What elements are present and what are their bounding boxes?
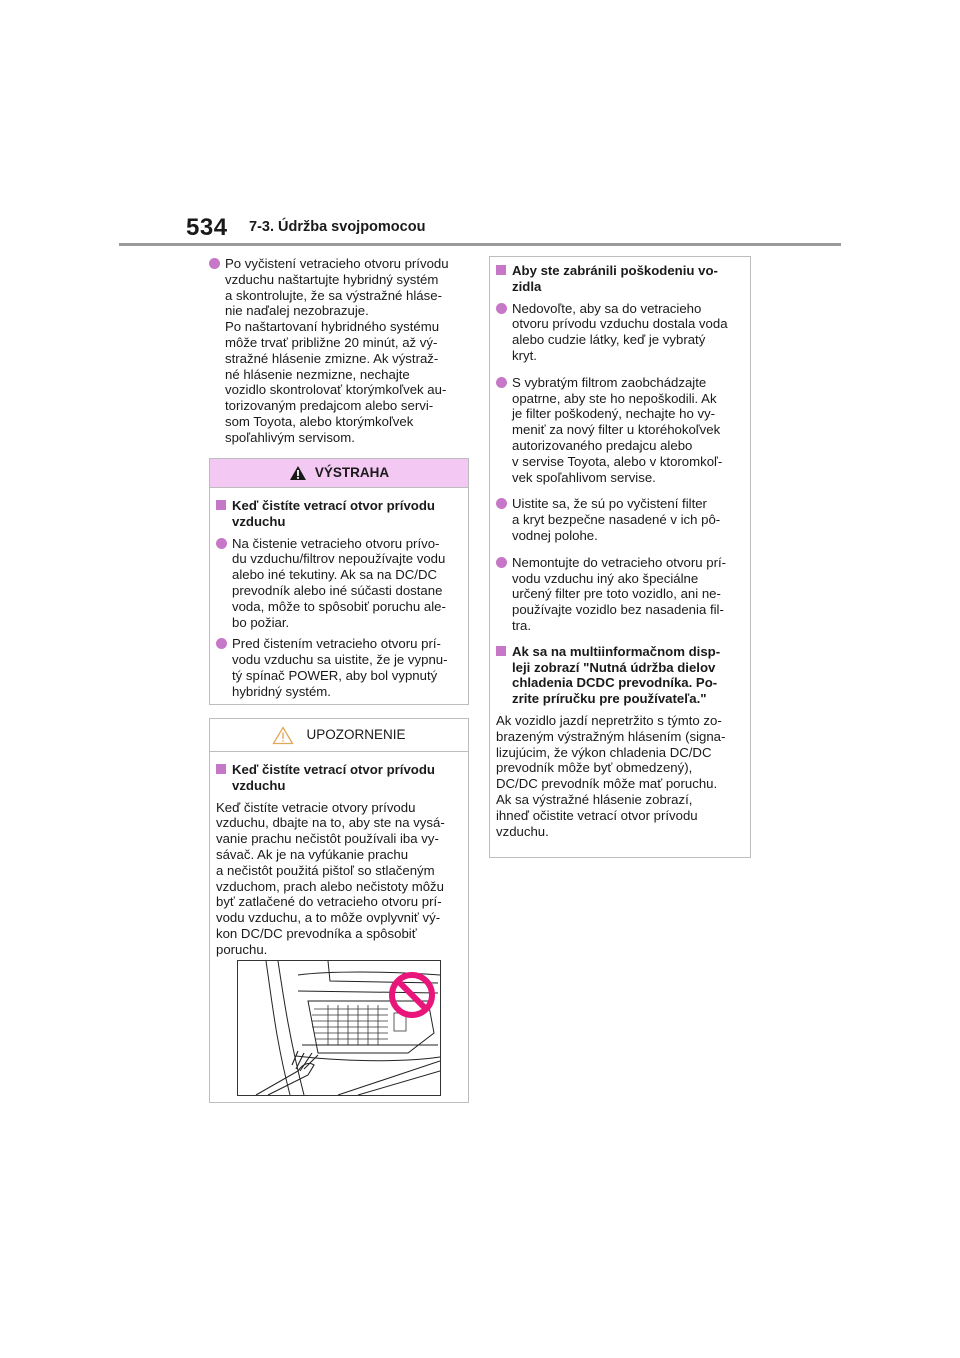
text-line: Po naštartovaní hybridného systému — [225, 319, 440, 335]
text-line: tra. — [512, 617, 532, 633]
text-line: vzduchu, dbajte na to, aby ste na vysá- — [216, 815, 445, 831]
text-line: vzduchu — [232, 513, 286, 529]
text-line: hybridný systém. — [232, 683, 331, 699]
text-line: byť zatlačené do vetracieho otvoru prí- — [216, 894, 442, 910]
warning-heading — [216, 498, 462, 530]
text-line: zrite príručku pre používateľa." — [512, 691, 707, 707]
text-line: Keď čistíte vetracie otvory prívodu — [216, 799, 416, 815]
warning-bullet-2 — [216, 636, 462, 699]
section-title: 7-3. Údržba svojpomocou — [249, 219, 426, 235]
warning-triangle-icon — [289, 465, 307, 481]
right-bullet-4 — [496, 555, 744, 634]
text-line: né hlásenie nezmizne, nechajte — [225, 366, 410, 382]
text-line: určený filter pre toto vozidlo, ani ne- — [512, 586, 721, 602]
text-line: voda, môže to spôsobiť poruchu ale- — [232, 598, 446, 614]
text-line: autorizovaného predajcu alebo — [512, 437, 693, 453]
text-line: prevodník alebo iné súčasti dostane — [232, 582, 443, 598]
text-line: a kryt bezpečne nasadené v ich pô- — [512, 512, 721, 528]
page-number: 534 — [186, 214, 228, 241]
text-line: je filter poškodený, nechajte ho vy- — [512, 406, 716, 422]
text-line: Na čistenie vetracieho otvoru prívo- — [232, 535, 440, 551]
text-line: a nečistôt použitá pištoľ so stlačeným — [216, 862, 435, 878]
text-line: poruchu. — [216, 941, 268, 957]
text-line: leji zobrazí "Nutná údržba dielov — [512, 659, 716, 675]
text-line: Ak vozidlo jazdí nepretržito s týmto zo- — [496, 712, 722, 728]
text-line: vzduchu — [232, 777, 286, 793]
text-line: lizujúcim, že výkon chladenia DC/DC — [496, 744, 712, 760]
right-bullet-3 — [496, 496, 744, 543]
text-line: vzduchu naštartujte hybridný systém — [225, 271, 439, 287]
caution-triangle-icon — [272, 726, 294, 745]
text-line: vodu vzduchu sa uistite, že je vypnu- — [232, 652, 448, 668]
right-body — [496, 713, 744, 839]
text-line: a skontrolujte, že sa výstražné hláse- — [225, 287, 442, 303]
text-line: tý spínač POWER, aby bol vypnutý — [232, 667, 438, 683]
warning-header — [210, 459, 468, 488]
text-line: alebo iné tekutiny. Ak sa na DC/DC — [232, 567, 437, 583]
text-line: vzduchom, prach alebo nečistoty môžu — [216, 878, 444, 894]
text-line: ihneď očistite vetrací otvor prívodu — [496, 807, 698, 823]
right-bullet-1 — [496, 301, 744, 364]
text-line: vodu vzduchu, a to môže ovplyvniť vý- — [216, 910, 441, 926]
intro-bullet — [209, 256, 471, 446]
text-line: vanie prachu nečistôt používali iba vy- — [216, 831, 439, 847]
text-line: vzduchu. — [496, 823, 549, 839]
text-line: vodnej polohe. — [512, 527, 598, 543]
text-line: Ak sa na multiinformačnom disp- — [512, 643, 721, 659]
text-line: zidla — [512, 278, 542, 294]
text-line: v servise Toyota, alebo v ktoromkoľ- — [512, 453, 723, 469]
text-line: Aby ste zabránili poškodeniu vo- — [512, 263, 718, 278]
text-line: opatrne, aby ste ho nepoškodili. Ak — [512, 390, 717, 406]
warning-title: VÝSTRAHA — [314, 465, 390, 481]
text-line: kon DC/DC prevodníka a spôsobiť — [216, 925, 417, 941]
text-line: alebo cudzie látky, keď je vybratý — [512, 332, 706, 348]
text-line: Keď čistíte vetrací otvor prívodu — [232, 762, 435, 777]
warning-box — [209, 458, 469, 705]
text-line: torizovaným predajcom alebo servi- — [225, 398, 434, 414]
text-line: stražné hlásenie zmizne. Ak výstraž- — [225, 350, 439, 366]
text-line: sávač. Ak je na vyfúkanie prachu — [216, 846, 409, 862]
notice-box — [209, 718, 469, 1103]
notice-heading — [216, 762, 462, 794]
text-line: Po vyčistení vetracieho otvoru prívodu — [225, 256, 449, 271]
text-line: prevodník môže byť obmedzený), — [496, 760, 693, 776]
text-line: Uistite sa, že sú po vyčistení filter — [512, 496, 707, 512]
text-line: Nedovoľte, aby sa do vetracieho — [512, 300, 702, 316]
right-info-box — [489, 256, 751, 858]
left-column — [209, 256, 471, 454]
right-bullet-2 — [496, 375, 744, 486]
right-heading-2 — [496, 644, 744, 707]
text-line: Pred čistením vetracieho otvoru prí- — [232, 636, 441, 652]
text-line: vozidlo skontrolovať ktorýmkoľvek au- — [225, 382, 447, 398]
prohibited-sign-icon — [392, 975, 432, 1015]
text-line: bo požiar. — [232, 614, 290, 630]
text-line: S vybratým filtrom zaobchádzajte — [512, 374, 707, 390]
text-line: nie naďalej nezobrazuje. — [225, 303, 369, 319]
text-line: Ak sa výstražné hlásenie zobrazí, — [496, 791, 693, 807]
notice-header — [210, 719, 468, 752]
warning-bullet-1 — [216, 536, 462, 631]
text-line: DC/DC prevodník môže mať poruchu. — [496, 776, 718, 792]
text-line: Nemontujte do vetracieho otvoru prí- — [512, 554, 727, 570]
text-line: Keď čistíte vetrací otvor prívodu — [232, 498, 435, 513]
vent-cleaning-illustration — [237, 960, 441, 1096]
text-line: du vzduchu/filtrov nepoužívajte vodu — [232, 551, 446, 567]
notice-body — [216, 800, 462, 958]
text-line: vodu vzduchu iný ako špeciálne — [512, 570, 699, 586]
header-rule — [119, 243, 841, 246]
text-line: chladenia DCDC prevodníka. Po- — [512, 675, 718, 691]
text-line: spoľahlivým servisom. — [225, 429, 355, 445]
text-line: kryt. — [512, 347, 537, 363]
text-line: používajte vozidlo bez nasadenia fil- — [512, 602, 724, 618]
text-line: brazeným výstražným hlásením (signa- — [496, 728, 726, 744]
vent-illustration-drawing — [238, 961, 440, 1095]
text-line: som Toyota, alebo ktorýmkoľvek — [225, 413, 414, 429]
text-line: môže trvať približne 20 minút, až vý- — [225, 334, 438, 350]
text-line: vek spoľahlivom servise. — [512, 469, 656, 485]
text-line: meniť za nový filter u ktoréhokoľvek — [512, 422, 721, 438]
notice-title: UPOZORNENIE — [306, 727, 406, 743]
text-line: otvoru prívodu vzduchu dostala voda — [512, 316, 728, 332]
right-heading-1 — [496, 263, 744, 295]
